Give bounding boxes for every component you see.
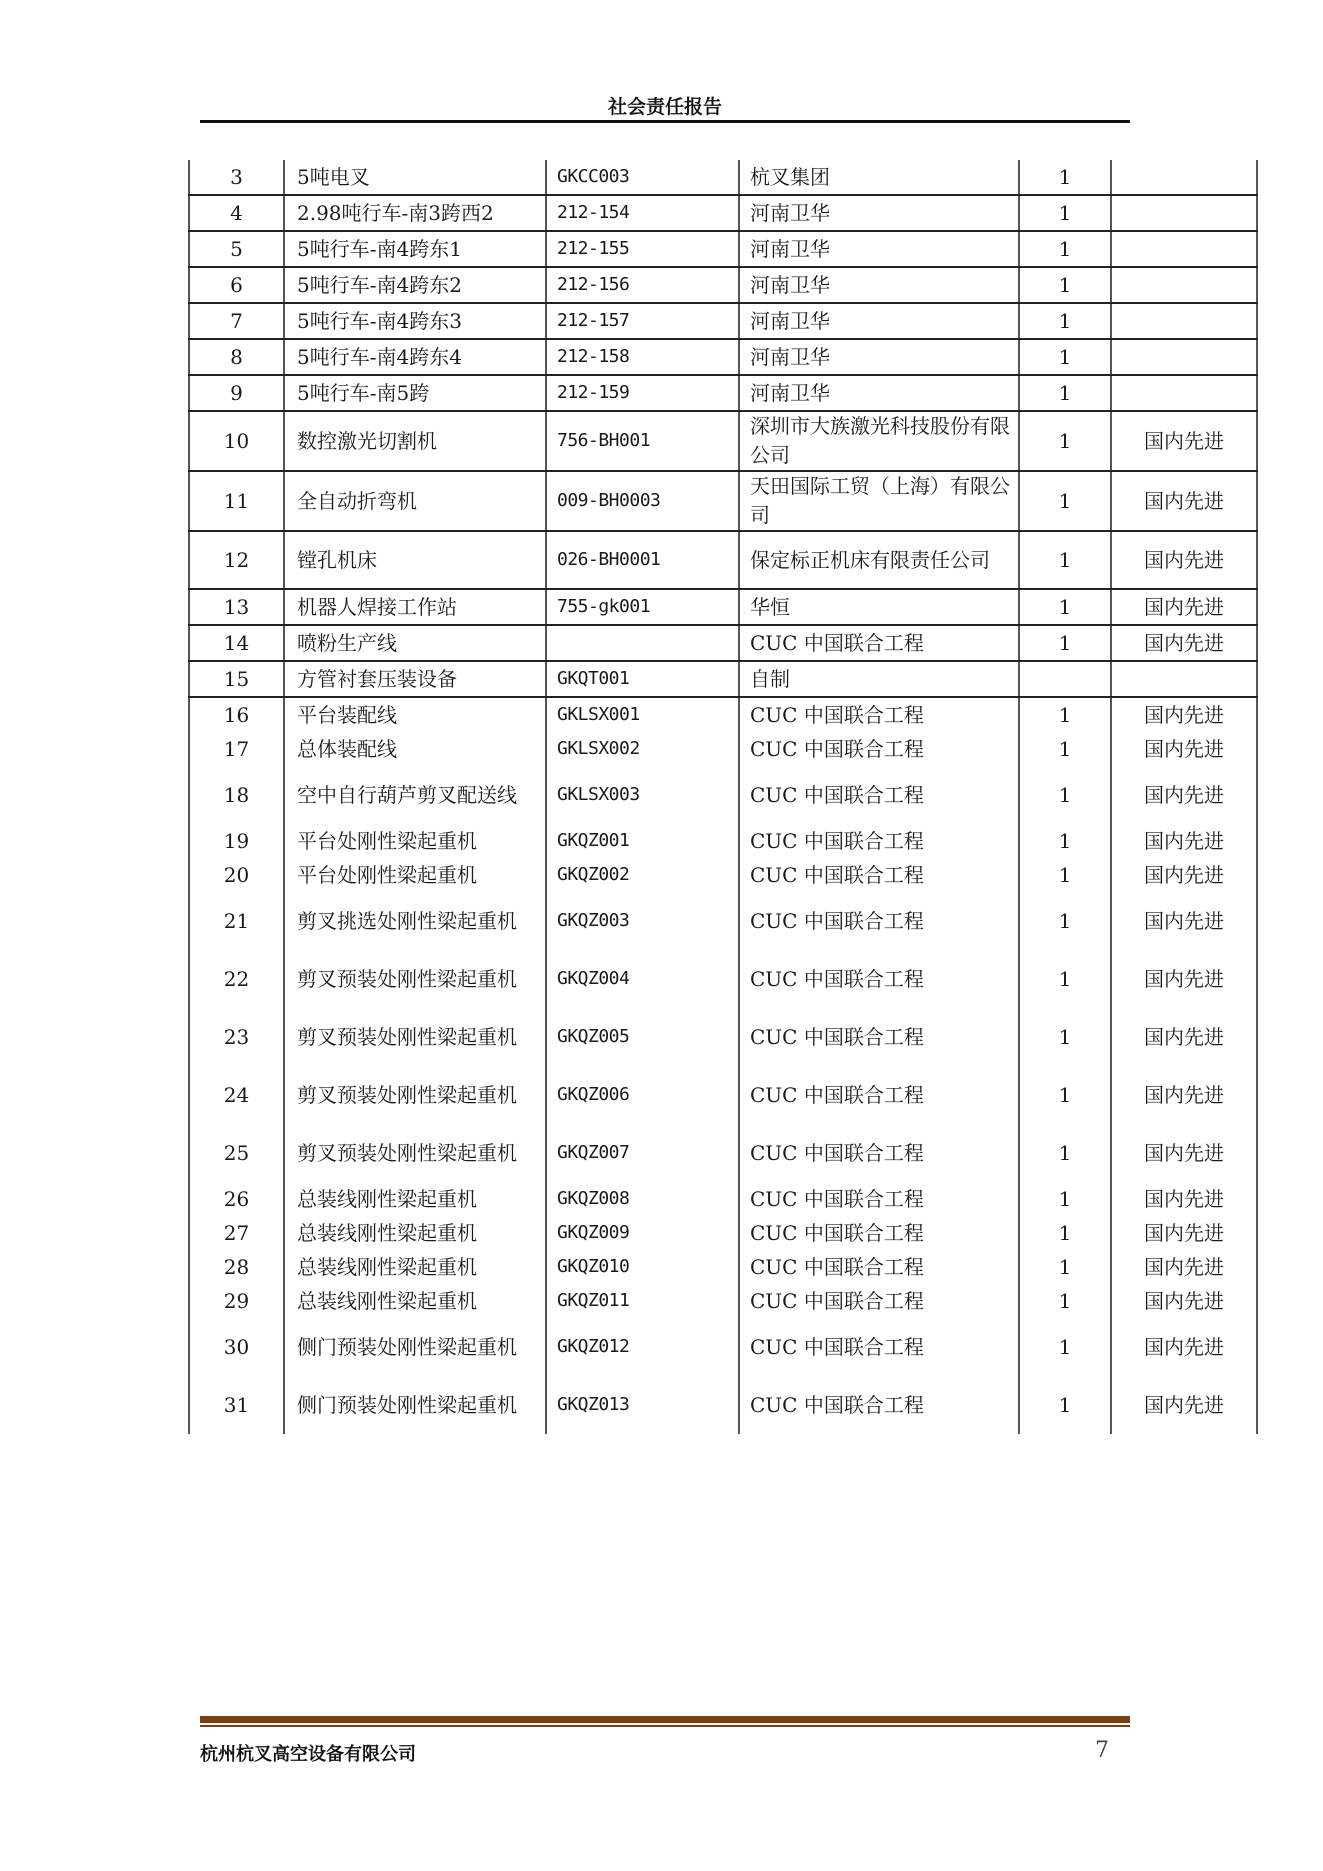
manufacturer-cell: 河南卫华: [739, 375, 1019, 411]
table-row: [189, 824, 1257, 858]
technology-level-cell: 国内先进: [1111, 531, 1257, 589]
manufacturer-cell: CUC 中国联合工程: [739, 1284, 1019, 1318]
quantity-cell: 1: [1019, 1066, 1111, 1124]
manufacturer-cell: CUC 中国联合工程: [739, 892, 1019, 950]
manufacturer-cell: CUC 中国联合工程: [739, 1216, 1019, 1250]
equipment-name-cell: 5吨电叉: [284, 160, 546, 195]
manufacturer-cell: CUC 中国联合工程: [739, 1250, 1019, 1284]
technology-level-cell: [1111, 160, 1257, 195]
row-number-cell: 10: [189, 411, 284, 471]
quantity-cell: 1: [1019, 1124, 1111, 1182]
row-number-cell: 23: [189, 1008, 284, 1066]
equipment-name-cell: 全自动折弯机: [284, 471, 546, 531]
equipment-code-cell: 009-BH0003: [546, 471, 739, 531]
technology-level-cell: [1111, 339, 1257, 375]
equipment-code-cell: GKQZ009: [546, 1216, 739, 1250]
equipment-name-cell: 5吨行车-南5跨: [284, 375, 546, 411]
quantity-cell: 1: [1019, 697, 1111, 732]
quantity-cell: 1: [1019, 625, 1111, 661]
row-number-cell: 16: [189, 697, 284, 732]
equipment-code-cell: GKQT001: [546, 661, 739, 697]
footer-rule: [200, 1716, 1130, 1723]
row-number-cell: 8: [189, 339, 284, 375]
equipment-code-cell: [546, 625, 739, 661]
quantity-cell: 1: [1019, 1318, 1111, 1376]
row-number-cell: 12: [189, 531, 284, 589]
manufacturer-cell: CUC 中国联合工程: [739, 1124, 1019, 1182]
equipment-code-cell: GKQZ010: [546, 1250, 739, 1284]
row-number-cell: 13: [189, 589, 284, 625]
equipment-name-cell: 剪叉预装处刚性梁起重机: [284, 1066, 546, 1124]
technology-level-cell: [1111, 267, 1257, 303]
technology-level-cell: 国内先进: [1111, 1318, 1257, 1376]
equipment-name-cell: 总装线刚性梁起重机: [284, 1182, 546, 1216]
quantity-cell: 1: [1019, 267, 1111, 303]
equipment-code-cell: GKLSX001: [546, 697, 739, 732]
equipment-code-cell: GKQZ005: [546, 1008, 739, 1066]
equipment-name-cell: 空中自行葫芦剪叉配送线: [284, 766, 546, 824]
equipment-name-cell: 机器人焊接工作站: [284, 589, 546, 625]
manufacturer-cell: CUC 中国联合工程: [739, 824, 1019, 858]
quantity-cell: 1: [1019, 1376, 1111, 1434]
footer-rule-thin: [200, 1725, 1130, 1727]
table-row: [189, 1008, 1257, 1066]
equipment-name-cell: 总装线刚性梁起重机: [284, 1284, 546, 1318]
table-row: [189, 231, 1257, 267]
equipment-code-cell: 212-159: [546, 375, 739, 411]
technology-level-cell: [1111, 375, 1257, 411]
table-row: [189, 160, 1257, 195]
quantity-cell: 1: [1019, 160, 1111, 195]
technology-level-cell: 国内先进: [1111, 1376, 1257, 1434]
footer-company-name: 杭州杭叉高空设备有限公司: [200, 1744, 416, 1765]
manufacturer-cell: 自制: [739, 661, 1019, 697]
table-row: [189, 697, 1257, 732]
equipment-code-cell: GKQZ011: [546, 1284, 739, 1318]
quantity-cell: 1: [1019, 824, 1111, 858]
row-number-cell: 7: [189, 303, 284, 339]
technology-level-cell: [1111, 661, 1257, 697]
quantity-cell: 1: [1019, 231, 1111, 267]
technology-level-cell: 国内先进: [1111, 1008, 1257, 1066]
technology-level-cell: 国内先进: [1111, 766, 1257, 824]
row-number-cell: 29: [189, 1284, 284, 1318]
table-row: [189, 1066, 1257, 1124]
equipment-name-cell: 总体装配线: [284, 732, 546, 766]
equipment-name-cell: 喷粉生产线: [284, 625, 546, 661]
manufacturer-cell: CUC 中国联合工程: [739, 1066, 1019, 1124]
row-number-cell: 28: [189, 1250, 284, 1284]
technology-level-cell: 国内先进: [1111, 411, 1257, 471]
table-row: [189, 1124, 1257, 1182]
quantity-cell: 1: [1019, 1182, 1111, 1216]
manufacturer-cell: 保定标正机床有限责任公司: [739, 531, 1019, 589]
manufacturer-cell: 河南卫华: [739, 267, 1019, 303]
table-row: [189, 375, 1257, 411]
table-row: [189, 950, 1257, 1008]
manufacturer-cell: 河南卫华: [739, 195, 1019, 231]
quantity-cell: 1: [1019, 1008, 1111, 1066]
technology-level-cell: 国内先进: [1111, 892, 1257, 950]
manufacturer-cell: 深圳市大族激光科技股份有限公司: [739, 411, 1019, 471]
technology-level-cell: 国内先进: [1111, 824, 1257, 858]
quantity-cell: 1: [1019, 732, 1111, 766]
manufacturer-cell: CUC 中国联合工程: [739, 1182, 1019, 1216]
equipment-name-cell: 剪叉预装处刚性梁起重机: [284, 950, 546, 1008]
row-number-cell: 15: [189, 661, 284, 697]
equipment-code-cell: GKQZ003: [546, 892, 739, 950]
row-number-cell: 31: [189, 1376, 284, 1434]
manufacturer-cell: CUC 中国联合工程: [739, 858, 1019, 892]
equipment-name-cell: 总装线刚性梁起重机: [284, 1216, 546, 1250]
equipment-code-cell: 755-gk001: [546, 589, 739, 625]
technology-level-cell: 国内先进: [1111, 471, 1257, 531]
table-row: [189, 531, 1257, 589]
equipment-code-cell: GKQZ007: [546, 1124, 739, 1182]
technology-level-cell: 国内先进: [1111, 1216, 1257, 1250]
equipment-name-cell: 平台装配线: [284, 697, 546, 732]
quantity-cell: 1: [1019, 1250, 1111, 1284]
technology-level-cell: 国内先进: [1111, 1124, 1257, 1182]
manufacturer-cell: 河南卫华: [739, 339, 1019, 375]
technology-level-cell: 国内先进: [1111, 589, 1257, 625]
equipment-code-cell: 756-BH001: [546, 411, 739, 471]
equipment-name-cell: 5吨行车-南4跨东1: [284, 231, 546, 267]
table-row: [189, 892, 1257, 950]
row-number-cell: 18: [189, 766, 284, 824]
equipment-code-cell: GKQZ012: [546, 1318, 739, 1376]
quantity-cell: 1: [1019, 766, 1111, 824]
row-number-cell: 19: [189, 824, 284, 858]
equipment-code-cell: GKCC003: [546, 160, 739, 195]
table-row: [189, 858, 1257, 892]
equipment-table: [188, 160, 1258, 1434]
equipment-code-cell: GKQZ006: [546, 1066, 739, 1124]
equipment-code-cell: 212-156: [546, 267, 739, 303]
page-number: 7: [1095, 1738, 1109, 1763]
table-row: [189, 661, 1257, 697]
quantity-cell: 1: [1019, 339, 1111, 375]
quantity-cell: 1: [1019, 892, 1111, 950]
technology-level-cell: [1111, 231, 1257, 267]
quantity-cell: 1: [1019, 411, 1111, 471]
quantity-cell: 1: [1019, 589, 1111, 625]
quantity-cell: 1: [1019, 195, 1111, 231]
manufacturer-cell: CUC 中国联合工程: [739, 625, 1019, 661]
table-row: [189, 267, 1257, 303]
row-number-cell: 22: [189, 950, 284, 1008]
technology-level-cell: 国内先进: [1111, 1182, 1257, 1216]
equipment-code-cell: GKQZ004: [546, 950, 739, 1008]
quantity-cell: 1: [1019, 471, 1111, 531]
manufacturer-cell: CUC 中国联合工程: [739, 1376, 1019, 1434]
page-header-title: 社会责任报告: [607, 96, 722, 118]
row-number-cell: 21: [189, 892, 284, 950]
quantity-cell: 1: [1019, 303, 1111, 339]
quantity-cell: 1: [1019, 1284, 1111, 1318]
equipment-code-cell: GKQZ001: [546, 824, 739, 858]
row-number-cell: 20: [189, 858, 284, 892]
manufacturer-cell: CUC 中国联合工程: [739, 1318, 1019, 1376]
equipment-table-body: [189, 160, 1257, 1434]
technology-level-cell: 国内先进: [1111, 858, 1257, 892]
equipment-name-cell: 5吨行车-南4跨东4: [284, 339, 546, 375]
manufacturer-cell: CUC 中国联合工程: [739, 732, 1019, 766]
equipment-code-cell: GKQZ002: [546, 858, 739, 892]
table-row: [189, 195, 1257, 231]
quantity-cell: [1019, 661, 1111, 697]
row-number-cell: 25: [189, 1124, 284, 1182]
quantity-cell: 1: [1019, 1216, 1111, 1250]
row-number-cell: 14: [189, 625, 284, 661]
technology-level-cell: 国内先进: [1111, 697, 1257, 732]
table-row: [189, 589, 1257, 625]
equipment-code-cell: GKQZ008: [546, 1182, 739, 1216]
technology-level-cell: 国内先进: [1111, 1250, 1257, 1284]
equipment-name-cell: 剪叉预装处刚性梁起重机: [284, 1124, 546, 1182]
technology-level-cell: 国内先进: [1111, 625, 1257, 661]
technology-level-cell: 国内先进: [1111, 732, 1257, 766]
table-row: [189, 1284, 1257, 1318]
equipment-name-cell: 剪叉预装处刚性梁起重机: [284, 1008, 546, 1066]
equipment-name-cell: 平台处刚性梁起重机: [284, 824, 546, 858]
manufacturer-cell: 华恒: [739, 589, 1019, 625]
row-number-cell: 24: [189, 1066, 284, 1124]
equipment-name-cell: 剪叉挑选处刚性梁起重机: [284, 892, 546, 950]
manufacturer-cell: CUC 中国联合工程: [739, 1008, 1019, 1066]
manufacturer-cell: 河南卫华: [739, 303, 1019, 339]
row-number-cell: 26: [189, 1182, 284, 1216]
equipment-code-cell: 212-154: [546, 195, 739, 231]
manufacturer-cell: 天田国际工贸（上海）有限公司: [739, 471, 1019, 531]
table-row: [189, 1216, 1257, 1250]
table-row: [189, 766, 1257, 824]
table-row: [189, 303, 1257, 339]
row-number-cell: 17: [189, 732, 284, 766]
manufacturer-cell: CUC 中国联合工程: [739, 950, 1019, 1008]
equipment-name-cell: 5吨行车-南4跨东3: [284, 303, 546, 339]
table-row: [189, 1376, 1257, 1434]
row-number-cell: 6: [189, 267, 284, 303]
manufacturer-cell: 杭叉集团: [739, 160, 1019, 195]
table-row: [189, 339, 1257, 375]
table-row: [189, 1318, 1257, 1376]
technology-level-cell: 国内先进: [1111, 950, 1257, 1008]
row-number-cell: 30: [189, 1318, 284, 1376]
technology-level-cell: 国内先进: [1111, 1066, 1257, 1124]
equipment-code-cell: 212-155: [546, 231, 739, 267]
equipment-name-cell: 方管衬套压装设备: [284, 661, 546, 697]
row-number-cell: 27: [189, 1216, 284, 1250]
equipment-code-cell: GKQZ013: [546, 1376, 739, 1434]
table-row: [189, 1182, 1257, 1216]
manufacturer-cell: 河南卫华: [739, 231, 1019, 267]
row-number-cell: 5: [189, 231, 284, 267]
technology-level-cell: [1111, 303, 1257, 339]
technology-level-cell: [1111, 195, 1257, 231]
equipment-code-cell: GKLSX003: [546, 766, 739, 824]
quantity-cell: 1: [1019, 858, 1111, 892]
row-number-cell: 4: [189, 195, 284, 231]
equipment-name-cell: 侧门预装处刚性梁起重机: [284, 1318, 546, 1376]
quantity-cell: 1: [1019, 375, 1111, 411]
table-row: [189, 625, 1257, 661]
equipment-name-cell: 平台处刚性梁起重机: [284, 858, 546, 892]
equipment-name-cell: 数控激光切割机: [284, 411, 546, 471]
equipment-code-cell: 212-158: [546, 339, 739, 375]
manufacturer-cell: CUC 中国联合工程: [739, 766, 1019, 824]
table-row: [189, 471, 1257, 531]
quantity-cell: 1: [1019, 950, 1111, 1008]
equipment-name-cell: 2.98吨行车-南3跨西2: [284, 195, 546, 231]
equipment-code-cell: 212-157: [546, 303, 739, 339]
row-number-cell: 9: [189, 375, 284, 411]
equipment-name-cell: 5吨行车-南4跨东2: [284, 267, 546, 303]
equipment-name-cell: 侧门预装处刚性梁起重机: [284, 1376, 546, 1434]
equipment-code-cell: 026-BH0001: [546, 531, 739, 589]
equipment-code-cell: GKLSX002: [546, 732, 739, 766]
technology-level-cell: 国内先进: [1111, 1284, 1257, 1318]
quantity-cell: 1: [1019, 531, 1111, 589]
manufacturer-cell: CUC 中国联合工程: [739, 697, 1019, 732]
table-row: [189, 732, 1257, 766]
equipment-name-cell: 镗孔机床: [284, 531, 546, 589]
row-number-cell: 11: [189, 471, 284, 531]
row-number-cell: 3: [189, 160, 284, 195]
equipment-name-cell: 总装线刚性梁起重机: [284, 1250, 546, 1284]
header-rule: [200, 120, 1130, 123]
table-row: [189, 1250, 1257, 1284]
table-row: [189, 411, 1257, 471]
